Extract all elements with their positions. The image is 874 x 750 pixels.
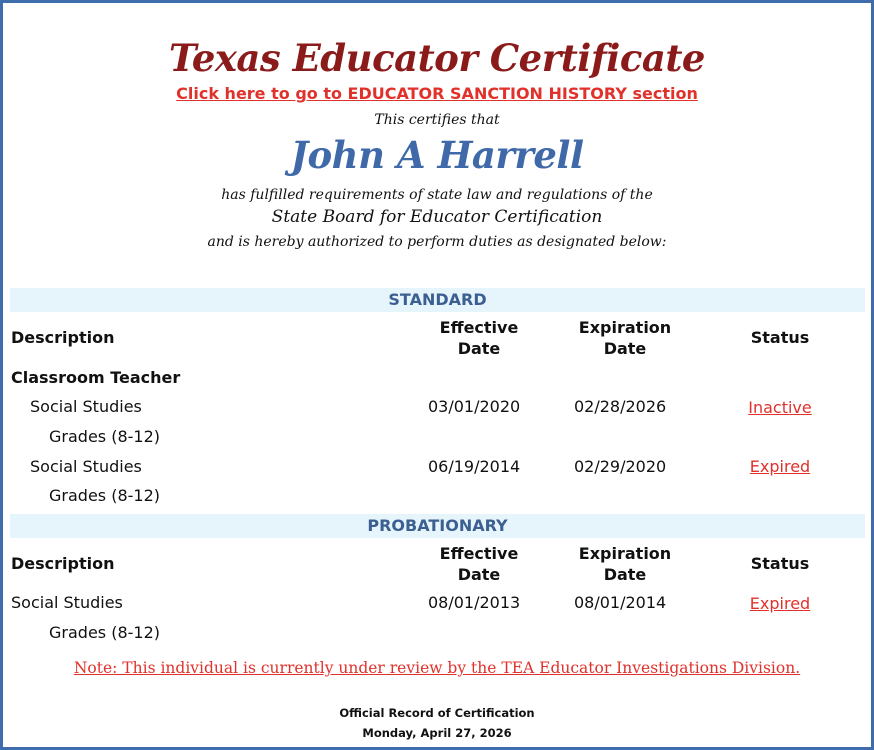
standard-row-2-subject: Social Studies: [30, 457, 142, 476]
probationary-effective-header-line1: Effective: [439, 544, 519, 563]
standard-description-header: Description: [11, 328, 115, 347]
probationary-row-1-grades: Grades (8-12): [49, 623, 160, 642]
standard-effective-header: [419, 317, 539, 359]
standard-expiration-header: [565, 317, 685, 359]
probationary-row-1-status-link[interactable]: Expired: [749, 594, 811, 613]
probationary-description-header: Description: [11, 554, 115, 573]
standard-status-header: Status: [750, 328, 810, 347]
standard-expiration-header-line1: Expiration: [578, 318, 672, 337]
probationary-effective-header-line2: Date: [457, 565, 501, 584]
standard-row-2-grades: Grades (8-12): [49, 486, 160, 505]
standard-row-1-grades: Grades (8-12): [49, 427, 160, 446]
fulfilled-text: has fulfilled requirements of state law and regulations of the: [221, 187, 653, 203]
probationary-row-1-expiration: 08/01/2014: [574, 593, 667, 612]
authorized-text: and is hereby authorized to perform duties as designated below:: [207, 234, 667, 250]
standard-row-1-effective: 03/01/2020: [428, 397, 521, 416]
probationary-expiration-header-line2: Date: [603, 565, 647, 584]
classroom-teacher-group-title: Classroom Teacher: [11, 368, 181, 387]
standard-row-1-status-link[interactable]: Inactive: [748, 398, 812, 417]
standard-row-2-expiration: 02/29/2020: [574, 457, 667, 476]
standard-section-band: STANDARD: [10, 288, 865, 312]
standard-row-1-subject: Social Studies: [30, 397, 142, 416]
certificate-title: Texas Educator Certificate: [169, 36, 705, 80]
standard-row-1-expiration: 02/28/2026: [574, 397, 667, 416]
standard-expiration-header-line2: Date: [603, 339, 647, 358]
standard-effective-header-line1: Effective: [439, 318, 519, 337]
official-record-label: Official Record of Certification: [339, 706, 535, 720]
holder-name: John A Harrell: [290, 133, 584, 177]
probationary-expiration-header-line1: Expiration: [578, 544, 672, 563]
probationary-section-band: PROBATIONARY: [10, 514, 865, 538]
probationary-expiration-header: [565, 543, 685, 585]
board-name: State Board for Educator Certification: [271, 207, 603, 227]
sanction-history-link[interactable]: Click here to go to EDUCATOR SANCTION HISTORY section: [176, 84, 698, 103]
probationary-effective-header: [419, 543, 539, 585]
standard-row-2-status-link[interactable]: Expired: [749, 457, 811, 476]
probationary-row-1-effective: 08/01/2013: [428, 593, 521, 612]
probationary-status-header: Status: [750, 554, 810, 573]
record-date: Monday, April 27, 2026: [362, 726, 512, 740]
probationary-row-1-subject: Social Studies: [11, 593, 123, 612]
investigation-note: Note: This individual is currently under review by the TEA Educator Investigations Division.: [73, 659, 801, 677]
certifies-text: This certifies that: [374, 112, 500, 128]
standard-row-2-effective: 06/19/2014: [428, 457, 521, 476]
standard-effective-header-line2: Date: [457, 339, 501, 358]
